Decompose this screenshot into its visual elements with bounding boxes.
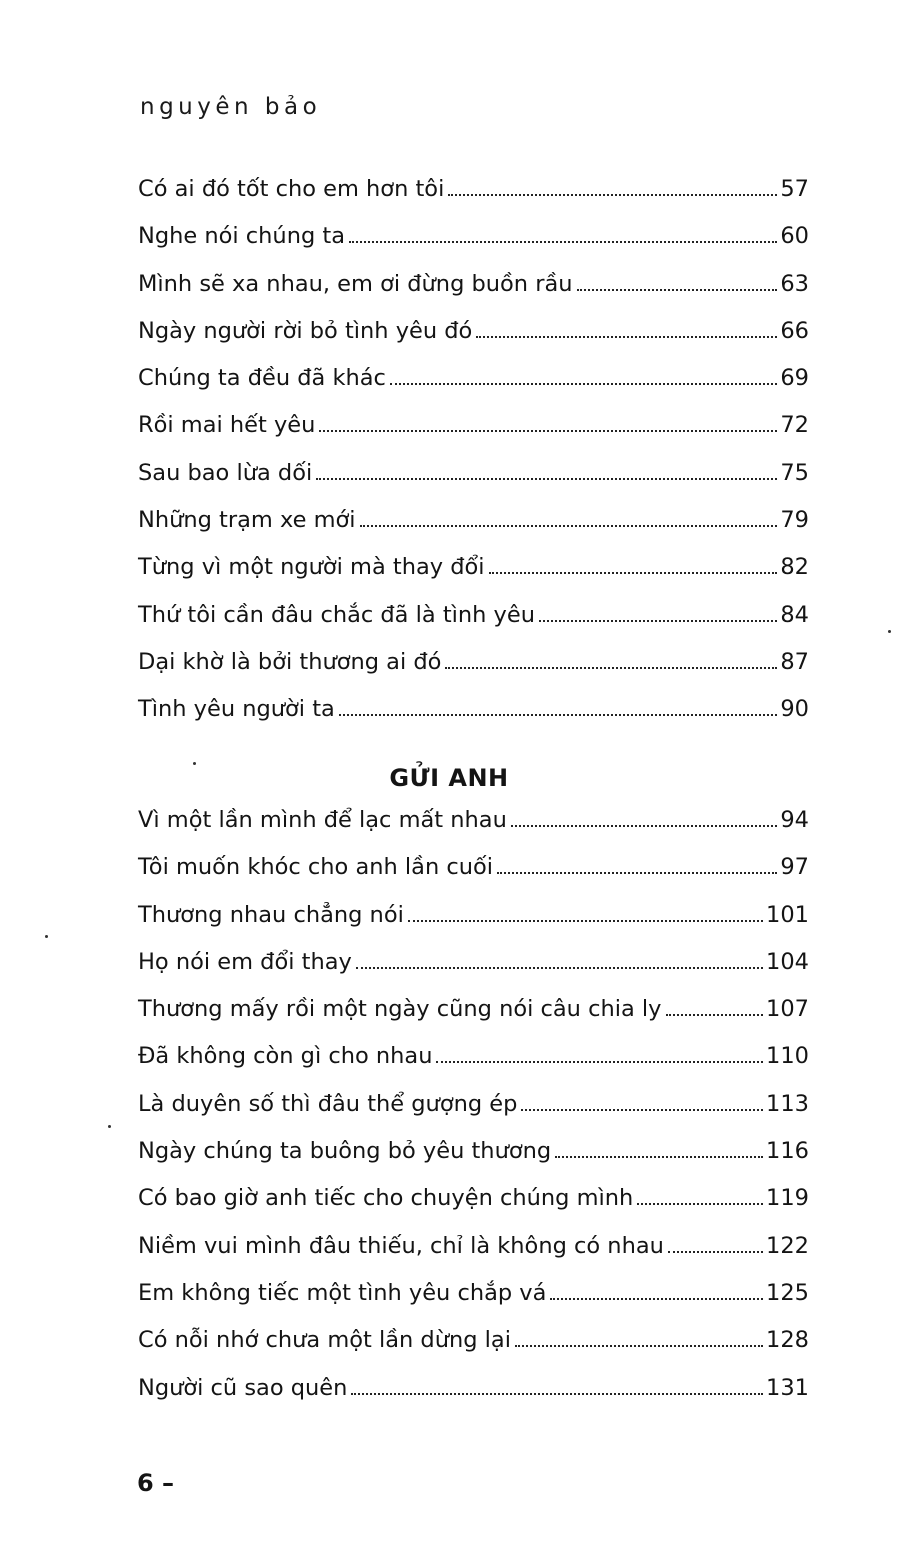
toc-dot-leader bbox=[316, 478, 777, 480]
toc-entry-title: Những trạm xe mới bbox=[138, 507, 356, 534]
toc-entry-title: Họ nói em đổi thay bbox=[138, 948, 352, 975]
toc-entry bbox=[138, 402, 809, 449]
scan-speck bbox=[193, 762, 196, 765]
toc-entry-title: Là duyên số thì đâu thể gượng ép bbox=[138, 1090, 518, 1117]
toc-dot-leader bbox=[497, 872, 777, 874]
toc-dot-leader bbox=[445, 667, 777, 669]
toc-entry bbox=[138, 1317, 809, 1364]
toc-dot-leader bbox=[555, 1156, 763, 1158]
toc-entry-title: Có bao giờ anh tiếc cho chuyện chúng mình bbox=[138, 1185, 634, 1212]
toc-entry-title: Từng vì một người mà thay đổi bbox=[138, 554, 485, 581]
toc-dot-leader bbox=[550, 1298, 763, 1300]
toc-entry bbox=[138, 1223, 809, 1270]
scan-speck bbox=[108, 1125, 111, 1128]
toc-entry-title: Rồi mai hết yêu bbox=[138, 412, 316, 439]
toc-entry-title: Niềm vui mình đâu thiếu, chỉ là không có nhau bbox=[138, 1232, 664, 1259]
scan-speck bbox=[888, 630, 891, 633]
toc-entry bbox=[138, 355, 809, 402]
toc-entry-page: 101 bbox=[766, 901, 809, 928]
toc-entry-page: 122 bbox=[766, 1232, 809, 1259]
toc-dot-leader bbox=[339, 714, 778, 716]
toc-entry-title: Vì một lần mình để lạc mất nhau bbox=[138, 807, 507, 833]
toc-entry-title: Có ai đó tốt cho em hơn tôi bbox=[138, 176, 445, 202]
toc-entry-page: 110 bbox=[766, 1043, 809, 1070]
toc-entry bbox=[138, 213, 809, 260]
toc-entry-title: Dại khờ là bởi thương ai đó bbox=[138, 648, 442, 675]
toc-entry-page: 94 bbox=[780, 807, 809, 833]
toc-entry-page: 57 bbox=[780, 176, 809, 202]
toc-dot-leader bbox=[351, 1393, 763, 1395]
toc-entry-page: 128 bbox=[766, 1327, 809, 1354]
toc-dot-leader bbox=[666, 1014, 764, 1016]
toc-entry bbox=[138, 1128, 809, 1175]
toc-entry-page: 87 bbox=[780, 648, 809, 675]
toc-dot-leader bbox=[356, 967, 763, 969]
running-header-author: nguyên bảo bbox=[140, 94, 322, 120]
toc-entry-title: Nghe nói chúng ta bbox=[138, 223, 345, 250]
toc-entry-page: 75 bbox=[780, 459, 809, 486]
toc-dot-leader bbox=[390, 383, 777, 385]
toc-entry-page: 125 bbox=[766, 1279, 809, 1306]
toc-list-part-2 bbox=[138, 797, 809, 1412]
toc-entry-page: 82 bbox=[780, 554, 809, 581]
toc-dot-leader bbox=[489, 572, 778, 574]
toc-entry-title: Tôi muốn khóc cho anh lần cuối bbox=[138, 854, 494, 881]
toc-dot-leader bbox=[408, 920, 763, 922]
toc-entry bbox=[138, 686, 809, 733]
toc-entry bbox=[138, 1033, 809, 1080]
toc-entry-title: Em không tiếc một tình yêu chắp vá bbox=[138, 1279, 547, 1306]
toc-entry bbox=[138, 986, 809, 1033]
scan-speck bbox=[45, 935, 48, 938]
toc-entry-page: 72 bbox=[780, 412, 809, 439]
toc-entry-page: 119 bbox=[766, 1185, 809, 1212]
toc-entry bbox=[138, 592, 809, 639]
toc-entry bbox=[138, 892, 809, 939]
toc-entry bbox=[138, 1270, 809, 1317]
toc-entry-title: Thương mấy rồi một ngày cũng nói câu chia ly bbox=[138, 996, 662, 1023]
toc-dot-leader bbox=[349, 241, 777, 243]
toc-dot-leader bbox=[577, 289, 778, 291]
toc-entry-page: 66 bbox=[780, 317, 809, 344]
toc-dot-leader bbox=[319, 430, 777, 432]
toc-dot-leader bbox=[448, 194, 777, 196]
toc-entry bbox=[138, 639, 809, 686]
toc-dot-leader bbox=[637, 1203, 763, 1205]
toc-entry bbox=[138, 844, 809, 891]
toc-entry-title: Ngày chúng ta buông bỏ yêu thương bbox=[138, 1138, 552, 1165]
toc-entry-title: Sau bao lừa dối bbox=[138, 459, 313, 486]
toc-entry bbox=[138, 166, 809, 213]
toc-entry bbox=[138, 797, 809, 844]
toc-dot-leader bbox=[360, 525, 778, 527]
toc-entry bbox=[138, 544, 809, 591]
toc-dot-leader bbox=[668, 1251, 763, 1253]
toc-entry bbox=[138, 1081, 809, 1128]
toc-entry-title: Ngày người rời bỏ tình yêu đó bbox=[138, 317, 473, 344]
toc-entry-page: 113 bbox=[766, 1090, 809, 1117]
toc-dot-leader bbox=[521, 1109, 763, 1111]
toc-entry-page: 107 bbox=[766, 996, 809, 1023]
toc-entry-page: 69 bbox=[780, 365, 809, 392]
toc-entry-page: 84 bbox=[780, 601, 809, 628]
toc-entry-page: 97 bbox=[780, 854, 809, 881]
toc-entry-page: 116 bbox=[766, 1138, 809, 1165]
toc-entry bbox=[138, 1175, 809, 1222]
toc-entry-page: 63 bbox=[780, 270, 809, 297]
toc-dot-leader bbox=[436, 1061, 763, 1063]
toc-entry bbox=[138, 939, 809, 986]
toc-entry-title: Người cũ sao quên bbox=[138, 1374, 348, 1401]
toc-entry-title: Có nỗi nhớ chưa một lần dừng lại bbox=[138, 1327, 511, 1354]
toc-entry-title: Chúng ta đều đã khác bbox=[138, 365, 386, 392]
toc-entry bbox=[138, 497, 809, 544]
toc-entry bbox=[138, 308, 809, 355]
toc-entry-title: Thương nhau chẳng nói bbox=[138, 901, 404, 928]
toc-entry-page: 60 bbox=[780, 223, 809, 250]
toc-entry-page: 79 bbox=[780, 507, 809, 534]
toc-dot-leader bbox=[476, 336, 777, 338]
toc-entry-title: Đã không còn gì cho nhau bbox=[138, 1043, 433, 1070]
toc-entry bbox=[138, 261, 809, 308]
page-number-folio: 6 – bbox=[137, 1469, 175, 1497]
toc-entry-title: Mình sẽ xa nhau, em ơi đừng buồn rầu bbox=[138, 270, 573, 297]
toc-entry-title: Tình yêu người ta bbox=[138, 696, 335, 723]
toc-list-part-1 bbox=[138, 166, 809, 734]
toc-dot-leader bbox=[511, 825, 778, 827]
toc-entry bbox=[138, 450, 809, 497]
toc-dot-leader bbox=[539, 620, 777, 622]
toc-dot-leader bbox=[515, 1345, 763, 1347]
toc-entry-page: 90 bbox=[780, 696, 809, 723]
toc-entry-page: 104 bbox=[766, 948, 809, 975]
toc-entry-title: Thứ tôi cần đâu chắc đã là tình yêu bbox=[138, 601, 535, 628]
toc-entry-page: 131 bbox=[766, 1374, 809, 1401]
toc-entry bbox=[138, 1365, 809, 1412]
section-heading: GỬI ANH bbox=[389, 764, 509, 792]
